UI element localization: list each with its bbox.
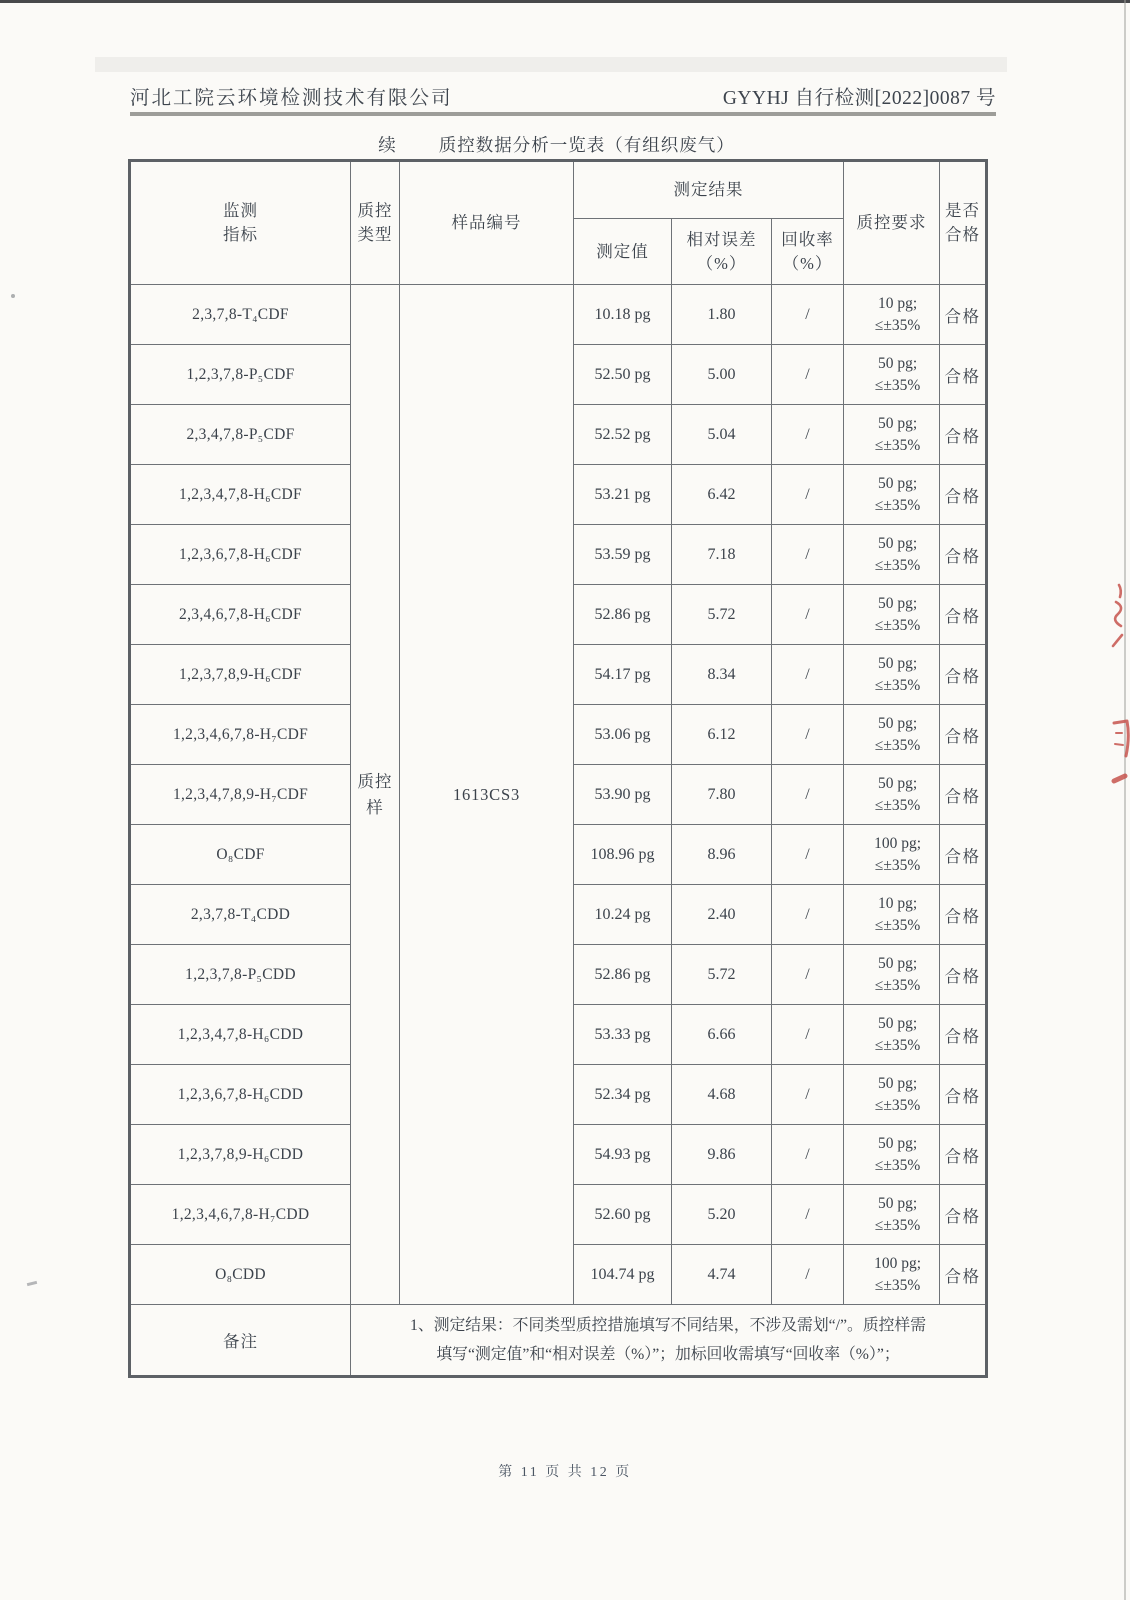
remark-text — [351, 1305, 987, 1377]
qc-requirement-line-2: ≤±35% — [874, 736, 921, 754]
remark-row — [130, 1305, 987, 1377]
qc-type-line-2: 样 — [366, 797, 384, 817]
title-text: 质控数据分析一览表（有组织废气） — [438, 135, 735, 155]
pass-cell: 合格 — [940, 1185, 987, 1245]
qc-requirement-cell — [844, 1125, 940, 1185]
recovery-cell: / — [772, 1065, 844, 1125]
measured-value-cell: 53.59 pg — [574, 525, 672, 585]
col-header-result-group: 测定结果 — [574, 161, 844, 219]
measured-value-cell: 54.93 pg — [574, 1125, 672, 1185]
qc-type-merged-cell — [351, 285, 400, 1305]
pass-cell: 合格 — [940, 825, 987, 885]
qc-table-rows — [130, 285, 987, 1305]
indicator-cell: O₈CDF — [130, 825, 351, 885]
recovery-cell: / — [772, 405, 844, 465]
recovery-cell: / — [772, 1125, 844, 1185]
qc-requirement-line-2: ≤±35% — [874, 316, 921, 334]
qc-requirement-line-2: ≤±35% — [874, 976, 921, 994]
measured-value-cell: 53.06 pg — [574, 705, 672, 765]
recovery-cell: / — [772, 825, 844, 885]
relative-error-cell: 1.80 — [672, 285, 772, 345]
measured-value-cell: 52.86 pg — [574, 945, 672, 1005]
qc-requirement-cell — [844, 285, 940, 345]
measured-value-cell: 52.86 pg — [574, 585, 672, 645]
relative-error-cell: 4.74 — [672, 1245, 772, 1305]
qc-requirement-line-2: ≤±35% — [874, 916, 921, 934]
col-header-pass: 是否 合格 — [940, 161, 987, 285]
measured-value-cell: 52.50 pg — [574, 345, 672, 405]
indicator-cell: 1,2,3,4,7,8,9-H₇CDF — [130, 765, 351, 825]
relative-error-cell: 5.72 — [672, 585, 772, 645]
recovery-cell: / — [772, 285, 844, 345]
qc-requirement-line-2: ≤±35% — [874, 616, 921, 634]
qc-requirement-line-1: 50 pg; — [877, 1194, 918, 1212]
recovery-cell: / — [772, 585, 844, 645]
qc-requirement-cell — [844, 405, 940, 465]
indicator-cell: 2,3,4,7,8-P₅CDF — [130, 405, 351, 465]
remark-line-1: 1、测定结果：不同类型质控措施填写不同结果，不涉及需划“/”。质控样需 — [410, 1316, 927, 1334]
page-footer: 第 11 页 共 12 页 — [498, 1465, 632, 1480]
pass-cell: 合格 — [940, 285, 987, 345]
qc-requirement-line-1: 50 pg; — [877, 714, 918, 732]
qc-requirement-line-2: ≤±35% — [874, 1276, 921, 1294]
recovery-cell: / — [772, 1245, 844, 1305]
title-prefix: 续 — [378, 135, 397, 155]
recovery-cell: / — [772, 885, 844, 945]
recovery-cell: / — [772, 1005, 844, 1065]
recovery-cell: / — [772, 1185, 844, 1245]
qc-requirement-line-1: 50 pg; — [877, 654, 918, 672]
pass-cell: 合格 — [940, 1065, 987, 1125]
measured-value-cell: 53.90 pg — [574, 765, 672, 825]
indicator-cell: 1,2,3,7,8,9-H₆CDD — [130, 1125, 351, 1185]
qc-requirement-line-1: 50 pg; — [877, 354, 918, 372]
qc-requirement-line-1: 50 pg; — [877, 474, 918, 492]
qc-requirement-cell — [844, 1065, 940, 1125]
header-rule — [130, 112, 996, 116]
qc-requirement-cell — [844, 1245, 940, 1305]
qc-requirement-line-2: ≤±35% — [874, 1096, 921, 1114]
pass-cell: 合格 — [940, 405, 987, 465]
qc-requirement-line-1: 50 pg; — [877, 534, 918, 552]
qc-requirement-cell — [844, 525, 940, 585]
relative-error-cell: 5.04 — [672, 405, 772, 465]
indicator-cell: 1,2,3,4,6,7,8-H₇CDD — [130, 1185, 351, 1245]
document-header — [130, 82, 996, 110]
relative-error-cell: 6.66 — [672, 1005, 772, 1065]
measured-value-cell: 54.17 pg — [574, 645, 672, 705]
qc-requirement-line-2: ≤±35% — [874, 436, 921, 454]
pass-cell: 合格 — [940, 345, 987, 405]
qc-requirement-cell — [844, 465, 940, 525]
qc-requirement-line-2: ≤±35% — [874, 676, 921, 694]
recovery-cell: / — [772, 705, 844, 765]
indicator-cell: 1,2,3,7,8,9-H₆CDF — [130, 645, 351, 705]
qc-requirement-cell — [844, 645, 940, 705]
relative-error-cell: 4.68 — [672, 1065, 772, 1125]
qc-requirement-line-2: ≤±35% — [874, 1036, 921, 1054]
qc-requirement-cell — [844, 765, 940, 825]
measured-value-cell: 52.52 pg — [574, 405, 672, 465]
measured-value-cell: 10.24 pg — [574, 885, 672, 945]
pass-cell: 合格 — [940, 465, 987, 525]
qc-requirement-line-2: ≤±35% — [874, 796, 921, 814]
qc-requirement-cell — [844, 585, 940, 645]
qc-requirement-line-2: ≤±35% — [874, 1156, 921, 1174]
recovery-cell: / — [772, 765, 844, 825]
indicator-cell: 2,3,7,8-T₄CDD — [130, 885, 351, 945]
pass-cell: 合格 — [940, 705, 987, 765]
indicator-cell: 1,2,3,7,8-P₅CDD — [130, 945, 351, 1005]
qc-requirement-line-1: 100 pg; — [874, 1254, 921, 1272]
relative-error-cell: 6.12 — [672, 705, 772, 765]
recovery-cell: / — [772, 645, 844, 705]
pass-cell: 合格 — [940, 945, 987, 1005]
indicator-cell: 1,2,3,4,7,8-H₆CDD — [130, 1005, 351, 1065]
qc-requirement-cell — [844, 945, 940, 1005]
scan-speck — [11, 294, 15, 298]
qc-requirement-cell — [844, 345, 940, 405]
pass-cell: 合格 — [940, 885, 987, 945]
indicator-cell: 1,2,3,4,6,7,8-H₇CDF — [130, 705, 351, 765]
relative-error-cell: 8.96 — [672, 825, 772, 885]
table-row — [130, 285, 987, 345]
pass-cell: 合格 — [940, 645, 987, 705]
col-header-sample-id: 样品编号 — [400, 161, 574, 285]
relative-error-cell: 7.18 — [672, 525, 772, 585]
col-header-measured: 测定值 — [574, 219, 672, 285]
indicator-cell: 2,3,7,8-T₄CDF — [130, 285, 351, 345]
qc-requirement-line-1: 50 pg; — [877, 774, 918, 792]
indicator-cell: 1,2,3,6,7,8-H₆CDD — [130, 1065, 351, 1125]
indicator-cell: 1,2,3,7,8-P₅CDF — [130, 345, 351, 405]
qc-requirement-line-2: ≤±35% — [874, 376, 921, 394]
relative-error-cell: 6.42 — [672, 465, 772, 525]
relative-error-cell: 2.40 — [672, 885, 772, 945]
page-title — [128, 132, 985, 157]
qc-type-line-1: 质控 — [357, 771, 393, 791]
red-pen-mark-icon — [1096, 575, 1130, 795]
qc-requirement-cell — [844, 1185, 940, 1245]
indicator-cell: 2,3,4,6,7,8-H₆CDF — [130, 585, 351, 645]
col-header-indicator: 监测 指标 — [130, 161, 351, 285]
measured-value-cell: 53.21 pg — [574, 465, 672, 525]
col-header-recovery: 回收率 （%） — [772, 219, 844, 285]
qc-requirement-line-2: ≤±35% — [874, 556, 921, 574]
measured-value-cell: 52.34 pg — [574, 1065, 672, 1125]
qc-requirement-line-1: 50 pg; — [877, 954, 918, 972]
recovery-cell: / — [772, 525, 844, 585]
relative-error-cell: 7.80 — [672, 765, 772, 825]
col-header-qc-requirement: 质控要求 — [844, 161, 940, 285]
qc-requirement-cell — [844, 1005, 940, 1065]
measured-value-cell: 52.60 pg — [574, 1185, 672, 1245]
recovery-cell: / — [772, 945, 844, 1005]
qc-requirement-line-1: 50 pg; — [877, 1074, 918, 1092]
sample-id-merged-cell: 1613CS3 — [400, 285, 574, 1305]
qc-requirement-line-1: 10 pg; — [877, 294, 918, 312]
scan-speck — [27, 1281, 37, 1286]
qc-requirement-cell — [844, 825, 940, 885]
pass-cell: 合格 — [940, 1005, 987, 1065]
pass-cell: 合格 — [940, 1245, 987, 1305]
qc-requirement-line-2: ≤±35% — [874, 496, 921, 514]
scan-artifact-top-line — [0, 0, 1130, 3]
relative-error-cell: 8.34 — [672, 645, 772, 705]
document-number: GYYHJ 自行检测[2022]0087 号 — [722, 88, 996, 109]
indicator-cell: 1,2,3,4,7,8-H₆CDF — [130, 465, 351, 525]
relative-error-cell: 9.86 — [672, 1125, 772, 1185]
qc-data-table — [128, 159, 988, 1378]
remark-label: 备注 — [130, 1305, 351, 1377]
qc-requirement-line-1: 100 pg; — [874, 834, 921, 852]
qc-requirement-line-1: 50 pg; — [877, 1014, 918, 1032]
relative-error-cell: 5.20 — [672, 1185, 772, 1245]
recovery-cell: / — [772, 345, 844, 405]
qc-requirement-line-1: 50 pg; — [877, 1134, 918, 1152]
pass-cell: 合格 — [940, 525, 987, 585]
company-name: 河北工院云环境检测技术有限公司 — [130, 88, 453, 109]
qc-requirement-cell — [844, 705, 940, 765]
relative-error-cell: 5.72 — [672, 945, 772, 1005]
remark-line-2: 填写“测定值”和“相对误差（%）”；加标回收需填写“回收率（%）”； — [436, 1346, 900, 1363]
qc-requirement-line-1: 10 pg; — [877, 894, 918, 912]
indicator-cell: O₈CDD — [130, 1245, 351, 1305]
qc-requirement-cell — [844, 885, 940, 945]
col-header-rel-error: 相对误差 （%） — [672, 219, 772, 285]
pass-cell: 合格 — [940, 585, 987, 645]
relative-error-cell: 5.00 — [672, 345, 772, 405]
pass-cell: 合格 — [940, 1125, 987, 1185]
scan-artifact-band — [95, 57, 1007, 72]
scan-artifact-page-edge — [1124, 0, 1126, 1600]
qc-requirement-line-2: ≤±35% — [874, 1216, 921, 1234]
qc-requirement-line-1: 50 pg; — [877, 594, 918, 612]
col-header-qc-type: 质控 类型 — [351, 161, 400, 285]
qc-requirement-line-1: 50 pg; — [877, 414, 918, 432]
recovery-cell: / — [772, 465, 844, 525]
pass-cell: 合格 — [940, 765, 987, 825]
measured-value-cell: 104.74 pg — [574, 1245, 672, 1305]
measured-value-cell: 53.33 pg — [574, 1005, 672, 1065]
measured-value-cell: 10.18 pg — [574, 285, 672, 345]
measured-value-cell: 108.96 pg — [574, 825, 672, 885]
indicator-cell: 1,2,3,6,7,8-H₆CDF — [130, 525, 351, 585]
qc-requirement-line-2: ≤±35% — [874, 856, 921, 874]
